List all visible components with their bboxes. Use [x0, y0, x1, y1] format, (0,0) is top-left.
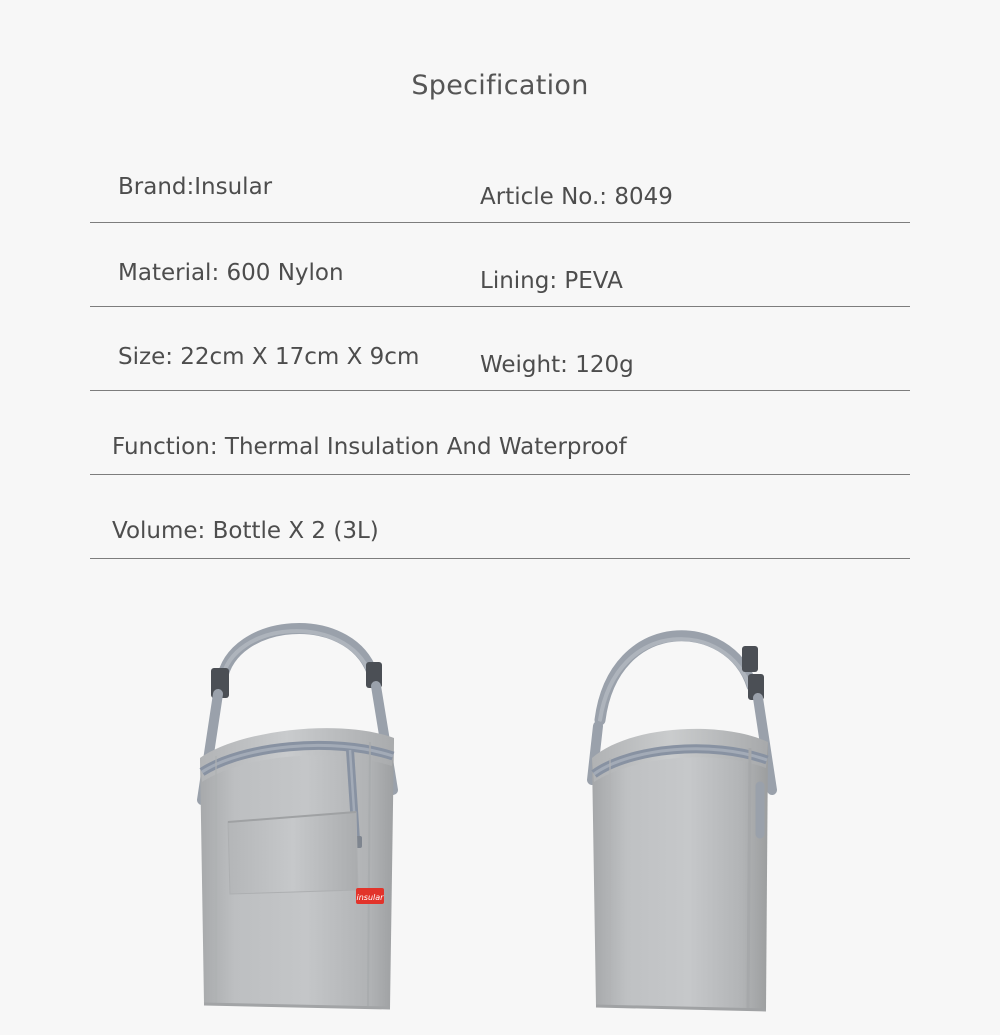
- spec-size: Size: 22cm X 17cm X 9cm: [118, 344, 420, 370]
- spec-brand: Brand:Insular: [118, 174, 273, 200]
- spec-lining: Lining: PEVA: [480, 268, 623, 294]
- product-images: [0, 580, 1000, 1035]
- table-row: [90, 307, 910, 391]
- table-row: [90, 223, 910, 307]
- spec-function: Function: Thermal Insulation And Waterproof: [112, 434, 627, 460]
- table-row: [90, 391, 910, 475]
- spec-volume: Volume: Bottle X 2 (3L): [112, 518, 379, 544]
- bag-front-view: [180, 590, 440, 1020]
- spec-article-no: Article No.: 8049: [480, 184, 673, 210]
- table-row: [90, 475, 910, 559]
- spec-material: Material: 600 Nylon: [118, 260, 344, 286]
- table-row: [90, 139, 910, 223]
- svg-text:insular: insular: [356, 893, 384, 902]
- page-title: Specification: [411, 70, 589, 101]
- bag-side-view: [570, 590, 820, 1020]
- spec-weight: Weight: 120g: [480, 352, 634, 378]
- specification-table: [90, 139, 910, 559]
